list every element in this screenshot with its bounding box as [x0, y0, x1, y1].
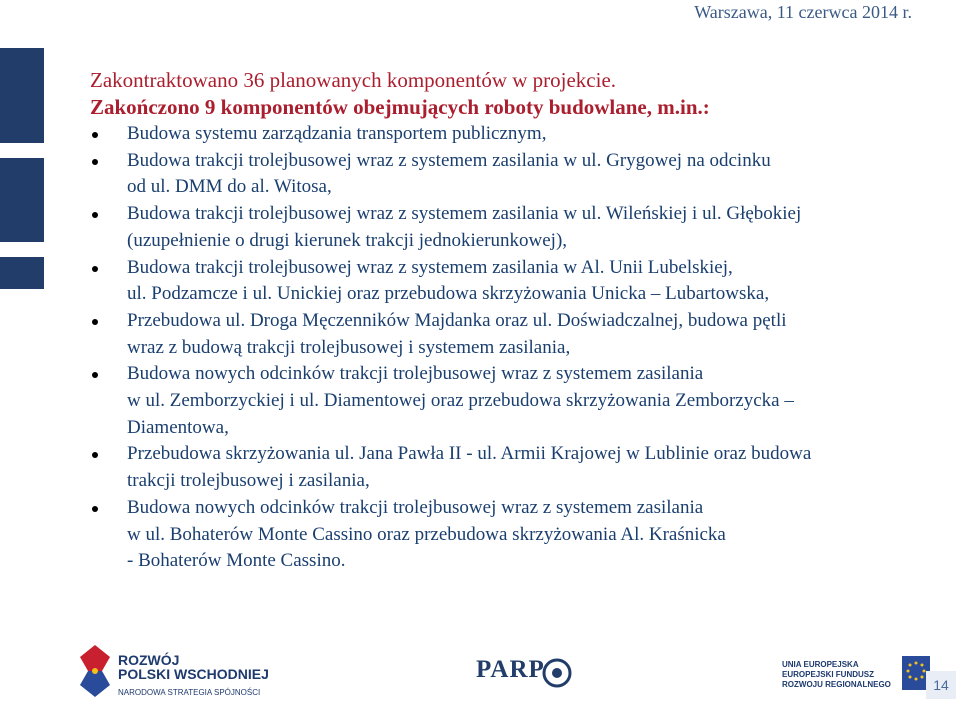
- bullet-text: w ul. Bohaterów Monte Cassino oraz przebudowa skrzyżowania Al. Kraśnicka: [127, 523, 726, 545]
- bullet-item-continuation: [90, 174, 940, 201]
- bullet-item: [90, 148, 940, 175]
- side-decor-block: [0, 158, 44, 242]
- bullet-item-continuation: [90, 468, 940, 495]
- page-number: 14: [926, 671, 956, 699]
- bullet-text: w ul. Zemborzyckiej i ul. Diamentowej oraz przebudowa skrzyżowania Zemborzycka –: [127, 390, 794, 412]
- bullet-item-continuation: [90, 388, 940, 415]
- rpw-line1: ROZWÓJ: [118, 652, 180, 668]
- bullet-text: Budowa trakcji trolejbusowej wraz z systemem zasilania w ul. Wileńskiej i ul. Głębokiej: [127, 203, 802, 225]
- rozwoj-polski-wschodniej-logo: [80, 645, 270, 701]
- bullet-dot-icon: [92, 452, 98, 458]
- parp-text: PARP: [476, 656, 545, 683]
- bullet-text: Budowa trakcji trolejbusowej wraz z systemem zasilania w ul. Grygowej na odcinku: [127, 149, 771, 171]
- bullet-text: Diamentowa,: [127, 416, 229, 438]
- bullet-text: wraz z budową trakcji trolejbusowej i systemem zasilania,: [127, 336, 571, 358]
- bullet-dot-icon: [92, 372, 98, 378]
- slide-content: [90, 67, 940, 575]
- bullet-item-continuation: [90, 335, 940, 362]
- bullet-item: [90, 308, 940, 335]
- rpw-subtitle: NARODOWA STRATEGIA SPÓJNOŚCI: [118, 688, 261, 697]
- parp-logo: [476, 652, 576, 692]
- bullet-item: [90, 255, 940, 282]
- bullet-item: [90, 201, 940, 228]
- summary-line-bold: Zakończono 9 komponentów obejmujących roboty budowlane, m.in.:: [90, 95, 710, 119]
- bullet-item: [90, 441, 940, 468]
- side-decor-block: [0, 48, 44, 143]
- bullet-item-continuation: [90, 281, 940, 308]
- eu-logo: [782, 656, 932, 700]
- bullet-text: Budowa nowych odcinków trakcji trolejbusowej wraz z systemem zasilania: [127, 496, 704, 518]
- bullet-item-continuation: [90, 548, 940, 575]
- ue-line3: ROZWOJU REGIONALNEGO: [782, 680, 891, 689]
- bullet-item: [90, 495, 940, 522]
- bullet-dot-icon: [92, 319, 98, 325]
- bullet-dot-icon: [92, 266, 98, 272]
- footer: [0, 640, 960, 703]
- bullet-text: (uzupełnienie o drugi kierunek trakcji jednokierunkowej),: [127, 229, 568, 251]
- date-label: Warszawa, 11 czerwca 2014 r.: [694, 2, 912, 22]
- summary-line: Zakontraktowano 36 planowanych komponentów w projekcie.: [90, 68, 617, 92]
- bullet-text: od ul. DMM do al. Witosa,: [127, 176, 332, 198]
- bullet-text: Przebudowa ul. Droga Męczenników Majdanka oraz ul. Doświadczalnej, budowa pętli: [127, 309, 787, 331]
- star-logo-icon: [80, 645, 110, 697]
- ue-line1: UNIA EUROPEJSKA: [782, 660, 859, 669]
- bullet-dot-icon: [92, 212, 98, 218]
- bullet-item-continuation: [90, 228, 940, 255]
- parp-emblem-icon: [542, 658, 572, 688]
- bullet-item-continuation: [90, 415, 940, 442]
- bullet-text: Budowa systemu zarządzania transportem publicznym,: [127, 123, 547, 144]
- rpw-line2: POLSKI WSCHODNIEJ: [118, 666, 269, 682]
- bullet-list: [90, 121, 940, 575]
- bullet-text: Przebudowa skrzyżowania ul. Jana Pawła II - ul. Armii Krajowej w Lublinie oraz budowa: [127, 443, 812, 465]
- bullet-text: Budowa nowych odcinków trakcji trolejbusowej wraz z systemem zasilania: [127, 363, 704, 385]
- bullet-dot-icon: [92, 159, 98, 165]
- bullet-item: [90, 121, 940, 148]
- bullet-text: trakcji trolejbusowej i zasilania,: [127, 470, 370, 492]
- bullet-text: - Bohaterów Monte Cassino.: [127, 550, 346, 572]
- bullet-dot-icon: [92, 506, 98, 512]
- bullet-item: [90, 361, 940, 388]
- ue-line2: EUROPEJSKI FUNDUSZ: [782, 670, 875, 679]
- bullet-item-continuation: [90, 522, 940, 549]
- bullet-text: Budowa trakcji trolejbusowej wraz z systemem zasilania w Al. Unii Lubelskiej,: [127, 256, 733, 278]
- side-decor-block: [0, 257, 44, 289]
- bullet-dot-icon: [92, 132, 98, 138]
- bullet-text: ul. Podzamcze i ul. Unickiej oraz przebudowa skrzyżowania Unicka – Lubartowska,: [127, 283, 770, 305]
